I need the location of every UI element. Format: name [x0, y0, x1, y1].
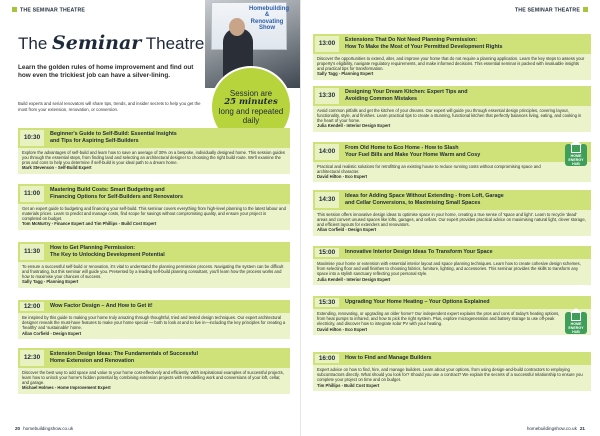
section-tag-label: THE SEMINAR THEATRE [514, 7, 580, 14]
session-block [313, 34, 591, 80]
session-description [18, 313, 290, 339]
session-title [339, 86, 591, 106]
session-speaker: Allan Corfield - Design Expert [22, 330, 82, 336]
session-header [18, 300, 290, 313]
footer-site: homebuildingshow.co.uk [526, 426, 577, 431]
session-block [18, 348, 290, 394]
house-icon [571, 145, 581, 153]
session-time: 15:30 [315, 298, 339, 307]
session-text: Expert advice on how to find, hire, and manage builders. Learn about your options, from using design-and-build contractors to employing subcontractors directly. What should you look for? Should you use a contract? We explain the secrets of a successful relationship to ensure you complete your project on time and on budget. [317, 366, 583, 383]
session-header [313, 296, 591, 309]
session-title [44, 300, 290, 313]
page-footer [527, 426, 588, 431]
session-description [18, 204, 290, 230]
lead-paragraph: Learn the golden rules of home improvement and find out how even the trickiest job can have a silver-lining. [18, 64, 194, 80]
intro-paragraph: Build experts and serial renovators will share tips, trends, and insider secrets to help you get the most from your extension, renovation, or conversion. [18, 101, 201, 112]
session-description [18, 262, 290, 288]
session-description [313, 365, 591, 391]
session-header [313, 246, 591, 259]
page-title [18, 32, 204, 54]
session-text: Extending, renovating, or upgrading an older home? Our independent expert explains the pros and cons of today's heating options, from heat pumps to infrared, and how to pick the right system. Plus, explore microgeneration and battery storage to use off-peak electricity, and discover how to integrate solar PV with your heating. [317, 310, 560, 327]
session-speaker: David Hilton - Eco Expert [317, 174, 368, 180]
session-time: 12:00 [20, 302, 44, 311]
session-title [339, 246, 591, 259]
session-title [339, 190, 591, 210]
session-title-line: Extensions That Do Not Need Planning Permission: [345, 37, 478, 43]
session-title-line: and Cellar Conversions, to Maximising Small Spaces [345, 199, 481, 206]
section-tag [12, 7, 85, 14]
session-time: 13:30 [315, 88, 339, 104]
session-text: Discover the best way to add space and value to your home cost-effectively and efficiently. With inspirational examples of successful projects, learn how to unlock your home's hidden potential by combining extension projects with remodelling work and conversions of your loft, cellar, and garage. [22, 369, 284, 386]
session-speaker: Mark Stevenson - Self-Build Expert [22, 165, 92, 171]
session-title-line: Extension Design Ideas: The Fundamentals of Successful [50, 351, 198, 357]
session-time: 14:30 [315, 192, 339, 208]
section-marker-icon [583, 7, 588, 12]
session-text: Avoid common pitfalls and get the kitchen of your dreams. Our expert will guide you through essential design principles, covering layout, functionality, style, and finishes. Learn practical tips to create a stunning, functional kitchen that perfectly balances living, eating, and cooking in the heart of your home. [317, 107, 582, 124]
home-energy-hub-badge [565, 144, 587, 166]
session-block [18, 184, 290, 230]
session-speaker: Tom McMurtry - Finance Expert and Tim Phillips - Build Cost Expert [22, 221, 157, 227]
session-header [18, 184, 290, 204]
badge-label: HOME ENERGY HUB [568, 153, 584, 166]
session-time: 11:00 [20, 186, 44, 202]
session-description [18, 148, 290, 174]
bubble-line-1: Session are [229, 89, 273, 98]
session-time: 16:00 [315, 354, 339, 363]
session-title-line: Upgrading Your Home Heating – Your Options Explained [345, 299, 490, 305]
session-header [313, 190, 591, 210]
session-header [313, 34, 591, 54]
show-logo: Homebuilding & Renovating Show [249, 6, 289, 32]
session-time: 14:00 [315, 144, 339, 160]
session-text: This session offers innovative design ideas to optimise space in your home, creating a true sense of 'space and light'. Learn to recycle 'dead' areas and convert unused spaces like lofts, garages, and cellars. Our expert provides practical advice on maximising natural light, clever storage, and efficient layouts for extenders and renovators. [317, 211, 586, 228]
session-speaker: Julia Kendell - Interior Design Expert [317, 123, 391, 129]
page-number: 20 [15, 426, 21, 431]
right-page [300, 0, 600, 436]
session-title-line: Avoiding Common Mistakes [345, 95, 417, 102]
session-description [313, 259, 591, 285]
session-title [44, 184, 290, 204]
session-text: Maximise your home or extension with essential interior layout and space planning techniques. Learn how to create cohesive design schemes, from selecting floor and wall finishes to choosing fabrics, furniture, lighting, and accessories. This seminar provides the skills to transform any space into a stylish sanctuary reflecting your personal style. [317, 260, 581, 277]
session-title-line: Mastering Build Costs: Smart Budgeting and [50, 187, 165, 193]
session-speaker: Sally Tagg - Planning Expert [22, 279, 79, 285]
session-header [18, 128, 290, 148]
session-text: Be inspired by this guide to making your home truly amazing through thoughtful, tried and tested design techniques. Our expert architectural designer reveals the must-have features to make your home special — both to look at and to live in—including the key principles for creating a 'healthy' and 'sustainable' home. [22, 314, 286, 331]
session-text: Discover the opportunities to extend, alter, and improve your home that do not require a planning application. Learn the key steps to assess your property's eligibility, navigate regulatory requirements, and make informed decisions. This essential seminar is packed with invaluable insights and practical tips for transformation. [317, 55, 585, 72]
session-speaker: Sally Tagg - Planning Expert [317, 71, 374, 77]
session-title-line: How to Find and Manage Builders [345, 355, 432, 361]
session-description [313, 106, 591, 132]
session-description [18, 368, 290, 394]
section-marker-icon [12, 7, 17, 12]
page-number: 21 [579, 426, 585, 431]
session-time: 11:30 [20, 244, 44, 260]
session-block [18, 128, 290, 174]
session-title-line: From Old Home to Eco Home - How to Slash [345, 145, 459, 151]
speaker-head [229, 18, 245, 36]
title-suffix: Theatre [145, 34, 205, 53]
title-script: Seminar [52, 32, 142, 54]
session-title-line: Innovative Interior Design Ideas To Transform Your Space [345, 249, 493, 255]
session-text: Get an expert guide to budgeting and financing your self-build. This seminar covers everything from high-level planning to the latest labour and materials prices. Learn to predict and manage costs, find scope for savings without compromising quality, and ensure your project is completed on budget. [22, 205, 286, 222]
session-text: To ensure a successful self-build or renovation, it's vital to understand the planning permission process. Navigating the system can be difficult and frustrating, but this seminar will guide you. Presented by a leading self-build planning consultant, you'll learn how the process works and how to maximise your chances of success. [22, 263, 284, 280]
session-title-line: How To Make the Most of Your Permitted Development Rights [345, 43, 503, 50]
session-block [313, 190, 591, 236]
session-time: 10:30 [20, 130, 44, 146]
session-text: Explore the advantages of self-build and learn how to save an average of 30% on a bespoke, individually designed home. This session guides you through the essential steps, from finding land and selecting an architectural designer to choosing the right build route. We'll examine the pros and cons to help you determine if self-build is your ideal path to a dream home. [22, 149, 285, 166]
session-title [339, 34, 591, 54]
house-icon [571, 313, 581, 321]
session-title-line: The Key to Unlocking Development Potential [50, 251, 165, 258]
session-block [313, 246, 591, 285]
footer-site: homebuildingshow.co.uk [23, 426, 74, 431]
session-block [313, 352, 591, 391]
session-title-line: Home Extension and Renovation [50, 357, 135, 364]
session-description [313, 162, 591, 183]
session-description [313, 210, 591, 236]
session-title-line: and Tips for Aspiring Self-Builders [50, 137, 139, 144]
session-header [313, 142, 591, 162]
session-title [339, 142, 591, 162]
session-title-line: Your Fuel Bills and Make Your Home Warm and Cosy [345, 151, 481, 158]
session-block [313, 142, 591, 182]
session-header [18, 348, 290, 368]
session-title-line: How to Get Planning Permission: [50, 245, 136, 251]
bubble-line-2: 25 minutes [224, 97, 278, 107]
section-tag-label: THE SEMINAR THEATRE [20, 7, 86, 14]
session-header [313, 86, 591, 106]
session-title-line: Financing Options for Self-Builders and Renovators [50, 193, 183, 200]
session-block [313, 86, 591, 132]
title-prefix: The [18, 34, 48, 53]
session-time: 15:00 [315, 248, 339, 257]
page-footer [12, 426, 73, 431]
session-header [18, 242, 290, 262]
session-title-line: Ideas for Adding Space Without Extending - from Loft, Garage [345, 193, 504, 199]
session-title [339, 296, 591, 309]
home-energy-hub-badge [565, 312, 587, 334]
session-description [313, 309, 591, 335]
session-block [18, 300, 290, 339]
session-title-line: Wow Factor Design – And How to Get it! [50, 303, 153, 309]
session-title-line: Beginner's Guide to Self-Build: Essential Insights [50, 131, 177, 137]
session-title [44, 348, 290, 368]
badge-label: HOME ENERGY HUB [568, 321, 584, 334]
session-speaker: Tim Phillips - Build Cost Expert [317, 382, 380, 388]
session-speaker: Julia Kendell - Interior Design Expert [317, 276, 391, 282]
session-speaker: David Hilton - Eco Expert [317, 326, 368, 332]
session-time: 13:00 [315, 36, 339, 52]
session-title [339, 352, 591, 365]
session-block [18, 242, 290, 288]
session-title-line: Designing Your Dream Kitchen: Expert Tips and [345, 89, 468, 95]
section-tag [515, 7, 588, 14]
session-header [313, 352, 591, 365]
session-speaker: Michael Holmes - Home Improvement Expert [22, 385, 111, 391]
session-speaker: Allan Corfield - Design Expert [317, 227, 377, 233]
session-block [313, 296, 591, 335]
session-time: 12:30 [20, 350, 44, 366]
session-title [44, 242, 290, 262]
bubble-line-3: long and repeated daily [218, 107, 284, 125]
session-description [313, 54, 591, 80]
session-title [44, 128, 290, 148]
session-text: Practical and realistic solutions for retrofitting an existing house to reduce running costs without compromising space and architectural character. [317, 163, 541, 174]
